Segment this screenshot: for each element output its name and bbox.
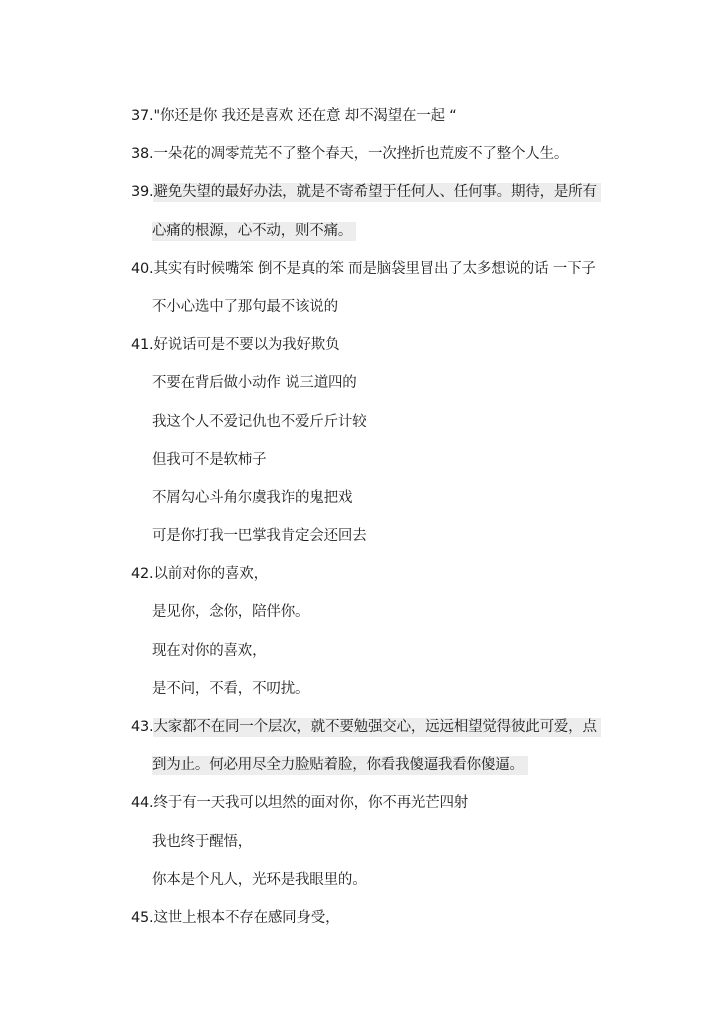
- list-item-continuation: [131, 676, 631, 714]
- list-item-continuation: [131, 447, 631, 485]
- item-number: 38.: [131, 146, 154, 163]
- item-text: 不小心选中了那句最不该说的: [152, 298, 338, 315]
- item-text: 但我可不是软柿子: [152, 451, 267, 468]
- item-number: 45.: [131, 909, 154, 926]
- item-number: 44.: [131, 795, 154, 812]
- item-number: 39.: [131, 184, 154, 201]
- highlighted-text: 到为止。何必用尽全力脸贴着脸，你看我傻逼我看你傻逼。: [152, 756, 528, 775]
- item-number: 40.: [131, 260, 154, 277]
- list-item-continuation: [131, 218, 631, 256]
- item-text: 可是你打我一巴掌我肯定会还回去: [152, 528, 367, 545]
- item-text: 以前对你的喜欢，: [153, 566, 268, 583]
- quote-list: [131, 103, 631, 943]
- item-text: 其实有时候嘴笨 倒不是真的笨 而是脑袋里冒出了太多想说的话 一下子: [153, 260, 596, 277]
- item-text: "你还是你 我还是喜欢 还在意 却不渴望在一起 “: [153, 108, 457, 124]
- item-text: 好说话可是不要以为我好欺负: [153, 337, 340, 354]
- list-item-continuation: [131, 294, 631, 332]
- item-text: 这世上根本不存在感同身受，: [153, 909, 340, 926]
- list-item-continuation: [131, 409, 631, 447]
- list-item-continuation: [131, 370, 631, 408]
- list-item-continuation: [131, 829, 631, 867]
- list-item-continuation: [131, 867, 631, 905]
- item-text: 不要在背后做小动作 说三道四的: [152, 375, 357, 392]
- item-text: 你本是个凡人，光环是我眼里的。: [152, 871, 367, 888]
- item-text: 是不问，不看，不叨扰。: [152, 680, 310, 697]
- list-item: [131, 141, 631, 179]
- item-text: 我也终于醒悟，: [152, 833, 253, 850]
- list-item-continuation: [131, 752, 631, 790]
- list-item-continuation: [131, 638, 631, 676]
- highlighted-text: 心痛的根源，心不动，则不痛。: [152, 222, 356, 241]
- item-text: 是见你，念你，陪伴你。: [152, 604, 310, 621]
- highlighted-text: 大家都不在同一个层次，就不要勉强交心，远远相望觉得彼此可爱，点: [153, 718, 600, 737]
- item-text: 一朵花的凋零荒芜不了整个春天，一次挫折也荒废不了整个人生。: [153, 146, 569, 163]
- item-text: 现在对你的喜欢，: [152, 642, 267, 659]
- list-item: [131, 561, 631, 599]
- item-text: 不屑勾心斗角尔虞我诈的鬼把戏: [152, 489, 353, 506]
- list-item: [131, 179, 631, 217]
- item-number: 42.: [131, 566, 154, 583]
- item-text: 我这个人不爱记仇也不爱斤斤计较: [152, 413, 367, 430]
- item-number: 41.: [131, 337, 154, 354]
- list-item-continuation: [131, 599, 631, 637]
- list-item: [131, 103, 631, 141]
- list-item: [131, 790, 631, 828]
- list-item: [131, 905, 631, 943]
- list-item-continuation: [131, 485, 631, 523]
- list-item-continuation: [131, 523, 631, 561]
- list-item: [131, 714, 631, 752]
- item-number: 37.: [131, 108, 154, 124]
- item-number: 43.: [131, 719, 154, 735]
- list-item: [131, 256, 631, 294]
- list-item: [131, 332, 631, 370]
- highlighted-text: 避免失望的最好办法，就是不寄希望于任何人、任何事。期待，是所有: [153, 183, 600, 202]
- item-text: 终于有一天我可以坦然的面对你，你不再光芒四射: [153, 795, 469, 812]
